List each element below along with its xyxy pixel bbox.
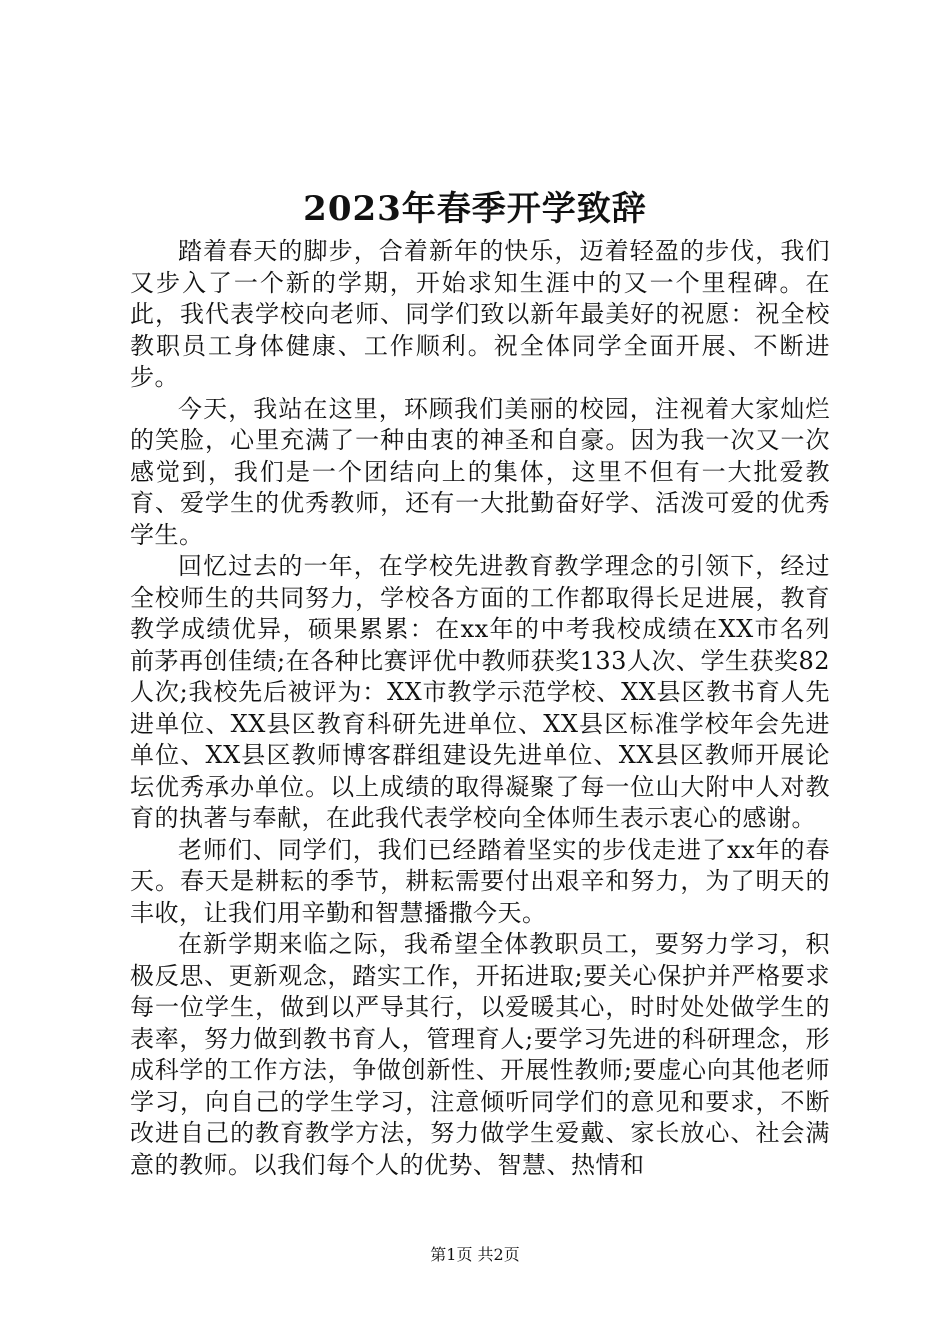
document-title: 2023年春季开学致辞 (303, 189, 647, 229)
page-footer: 第1页 共2页 (430, 1245, 520, 1264)
paragraph-3: 回忆过去的一年，在学校先进教育教学理念的引领下，经过全校师生的共同努力，学校各方面的工作都取得长足进展，教育教学成绩优异，硕果累累：在xx年的中考我校成绩在XX市名列前茅再创佳绩;在各种比赛评优中教师获奖133人次、学生获奖82人次;我校先后被评为：XX市教学示范学校、XX县区教书育人先进单位、XX县区教育科研先进单位、XX县区标准学校年会先进单位、XX县区教师博客群组建设先进单位、XX县区教师开展论坛优秀承办单位。以上成绩的取得凝聚了每一位山大附中人对教育的执著与奉献，在此我代表学校向全体师生表示衷心的感谢。 (130, 552, 830, 832)
paragraph-5: 在新学期来临之际，我希望全体教职员工，要努力学习，积极反思、更新观念，踏实工作，开拓进取;要关心保护并严格要求每一位学生，做到以严导其行，以爱暖其心，时时处处做学生的表率，努力做到教书育人，管理育人;要学习先进的科研理念，形成科学的工作方法，争做创新性、开展性教师;要虚心向其他老师学习，向自己的学生学习，注意倾听同学们的意见和要求，不断改进自己的教育教学方法，努力做学生爱戴、家长放心、社会满意的教师。以我们每个人的优势、智慧、热情和 (130, 930, 830, 1179)
paragraph-1: 踏着春天的脚步，合着新年的快乐，迈着轻盈的步伐，我们又步入了一个新的学期，开始求知生涯中的又一个里程碑。在此，我代表学校向老师、同学们致以新年最美好的祝愿：祝全校教职员工身体健康、工作顺利。祝全体同学全面开展、不断进步。 (130, 237, 830, 391)
paragraph-4: 老师们、同学们，我们已经踏着坚实的步伐走进了xx年的春天。春天是耕耘的季节，耕耘需要付出艰辛和努力，为了明天的丰收，让我们用辛勤和智慧播撒今天。 (130, 835, 830, 927)
paragraph-2: 今天，我站在这里，环顾我们美丽的校园，注视着大家灿烂的笑脸，心里充满了一种由衷的神圣和自豪。因为我一次又一次感觉到，我们是一个团结向上的集体，这里不但有一大批爱教育、爱学生的优秀教师，还有一大批勤奋好学、活泼可爱的优秀学生。 (130, 394, 830, 549)
document-body (130, 236, 830, 1181)
